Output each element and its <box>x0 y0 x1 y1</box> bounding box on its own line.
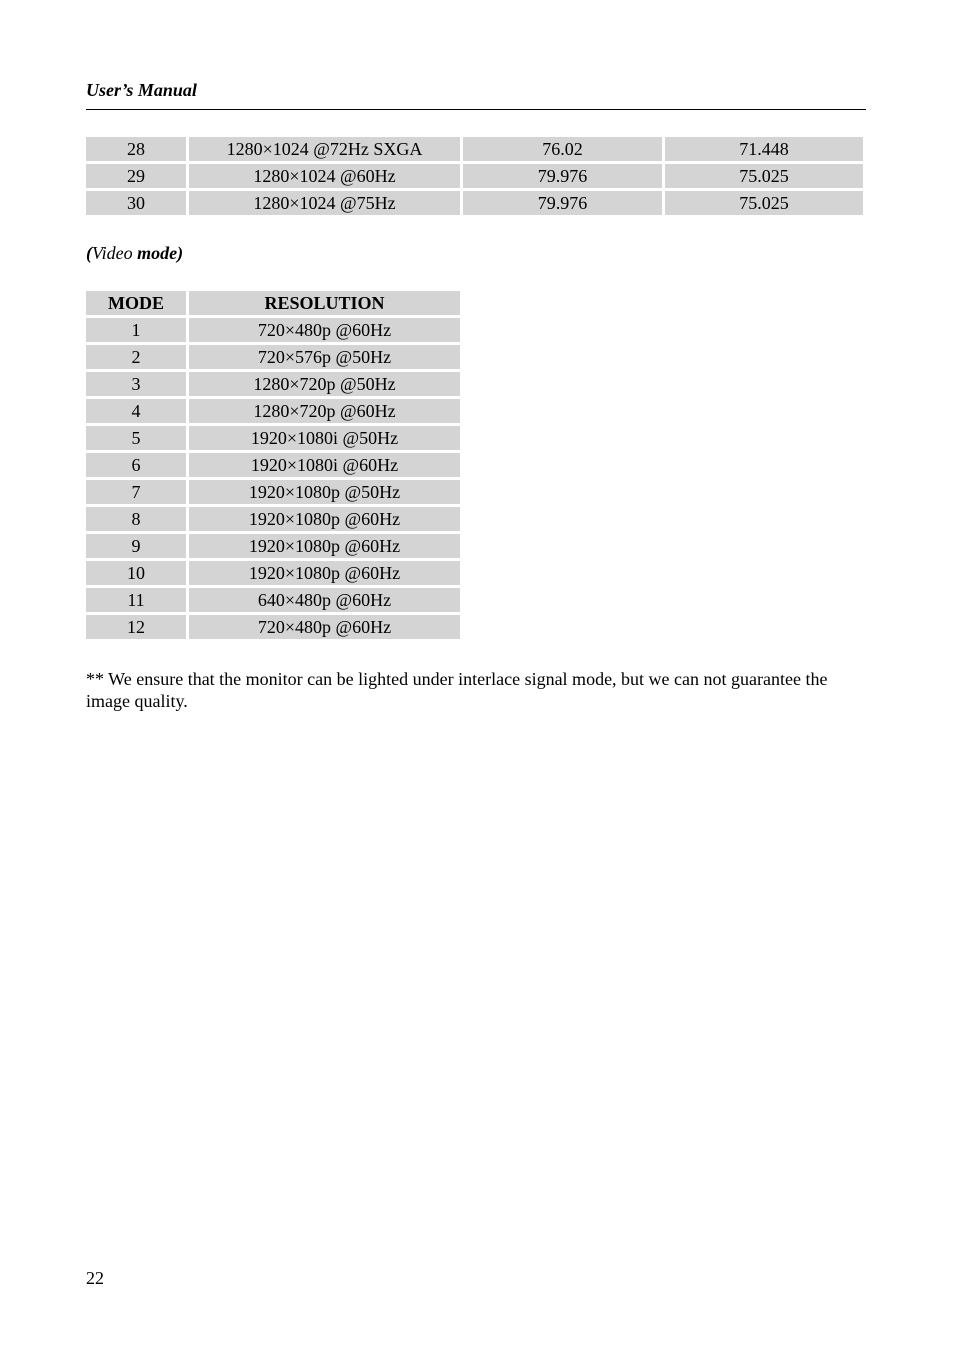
table-cell: 1920×1080p @60Hz <box>189 507 460 531</box>
table-cell: 1280×1024 @72Hz SXGA <box>189 137 460 161</box>
table-cell: 7 <box>86 480 186 504</box>
table-cell: 1920×1080i @60Hz <box>189 453 460 477</box>
header-divider <box>86 109 866 110</box>
table-cell: 720×576p @50Hz <box>189 345 460 369</box>
heading-video-word: Video <box>92 243 133 263</box>
table-row <box>86 426 460 450</box>
table-row <box>86 191 863 215</box>
video-mode-heading <box>86 243 183 264</box>
table-cell: 8 <box>86 507 186 531</box>
table-cell: 5 <box>86 426 186 450</box>
heading-open-paren: ( <box>86 243 92 263</box>
table-row <box>86 372 460 396</box>
manual-title: User’s Manual <box>86 80 197 100</box>
table-row <box>86 615 460 639</box>
table-cell: 79.976 <box>463 164 662 188</box>
table-cell: 720×480p @60Hz <box>189 318 460 342</box>
table-cell: 75.025 <box>665 164 863 188</box>
table-row <box>86 453 460 477</box>
heading-mode-word: mode) <box>132 243 184 263</box>
table-cell: 2 <box>86 345 186 369</box>
table-cell: 1920×1080p @50Hz <box>189 480 460 504</box>
video-table-header-row <box>86 291 460 315</box>
video-table-body <box>86 318 460 639</box>
video-mode-table <box>83 288 463 642</box>
table-row <box>86 318 460 342</box>
table-cell: 720×480p @60Hz <box>189 615 460 639</box>
table-row <box>86 137 863 161</box>
table-cell: 28 <box>86 137 186 161</box>
table-cell: 1920×1080p @60Hz <box>189 534 460 558</box>
table-cell: 79.976 <box>463 191 662 215</box>
table-cell: 1280×720p @50Hz <box>189 372 460 396</box>
table-cell: 1280×720p @60Hz <box>189 399 460 423</box>
table-cell: 1280×1024 @75Hz <box>189 191 460 215</box>
table-cell: 3 <box>86 372 186 396</box>
table-cell: 12 <box>86 615 186 639</box>
table-row <box>86 480 460 504</box>
table-cell: 71.448 <box>665 137 863 161</box>
column-header-resolution: RESOLUTION <box>189 291 460 315</box>
timing-table <box>83 134 866 218</box>
page-number: 22 <box>86 1268 104 1288</box>
table-cell: 1920×1080p @60Hz <box>189 561 460 585</box>
timing-table-body <box>86 137 863 215</box>
table-cell: 1280×1024 @60Hz <box>189 164 460 188</box>
table-row <box>86 345 460 369</box>
table-row <box>86 507 460 531</box>
table-cell: 11 <box>86 588 186 612</box>
table-row <box>86 399 460 423</box>
table-cell: 1 <box>86 318 186 342</box>
table-cell: 6 <box>86 453 186 477</box>
interlace-note: ** We ensure that the monitor can be lighted under interlace signal mode, but we can not guarantee the image quality. <box>86 669 828 711</box>
table-cell: 29 <box>86 164 186 188</box>
table-row <box>86 561 460 585</box>
table-row <box>86 588 460 612</box>
table-row <box>86 534 460 558</box>
table-row <box>86 164 863 188</box>
table-cell: 640×480p @60Hz <box>189 588 460 612</box>
table-cell: 9 <box>86 534 186 558</box>
table-cell: 1920×1080i @50Hz <box>189 426 460 450</box>
table-cell: 76.02 <box>463 137 662 161</box>
table-cell: 10 <box>86 561 186 585</box>
table-cell: 75.025 <box>665 191 863 215</box>
table-cell: 30 <box>86 191 186 215</box>
column-header-mode: MODE <box>86 291 186 315</box>
table-cell: 4 <box>86 399 186 423</box>
